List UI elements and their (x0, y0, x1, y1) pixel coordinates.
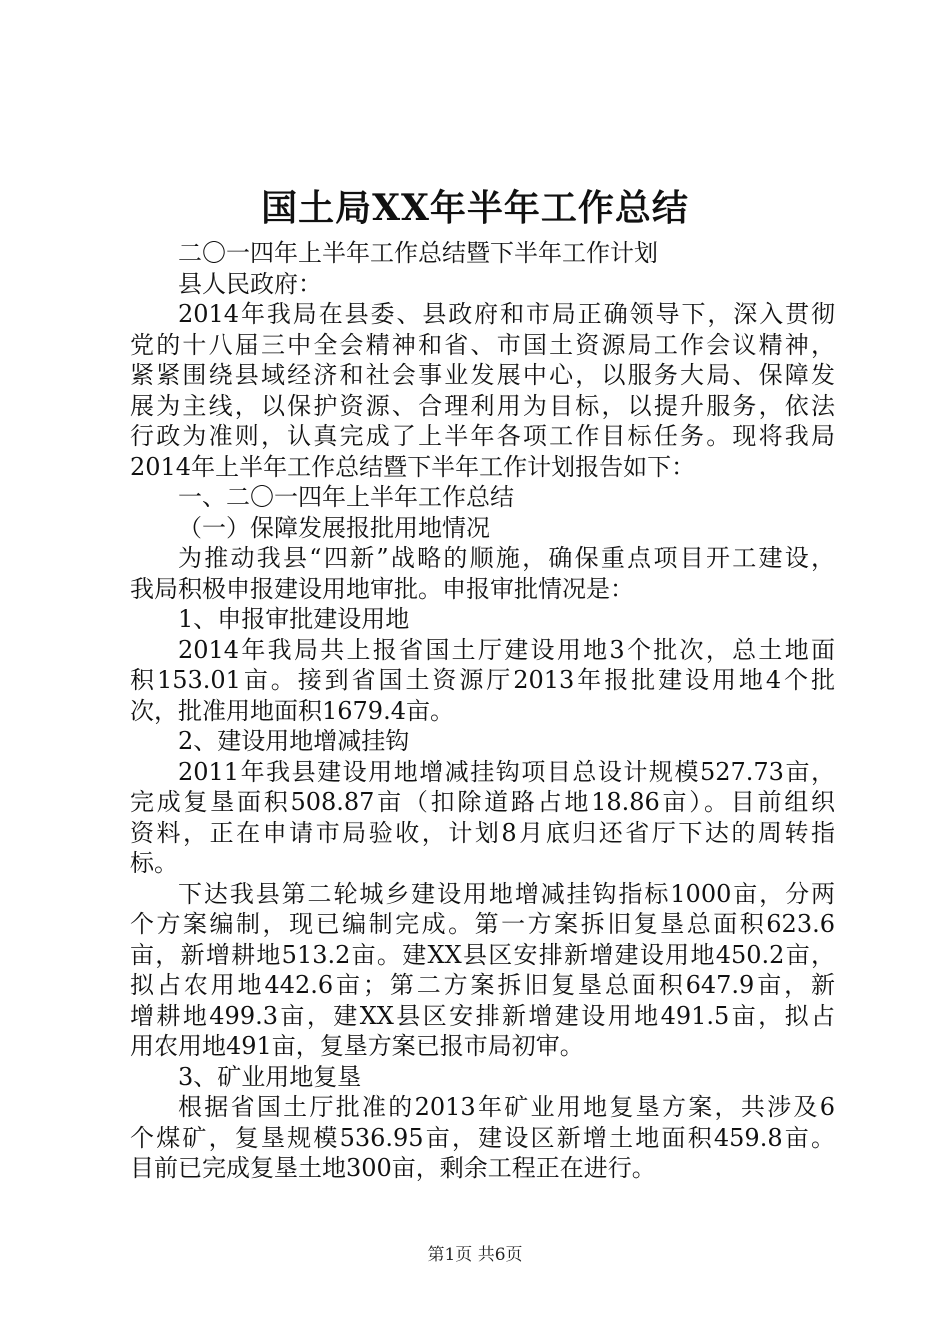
paragraph-line: 目前已完成复垦土地300亩，剩余工程正在进行。 (130, 1154, 656, 1182)
paragraph-line: 紧紧围绕县域经济和社会事业发展中心，以服务大局、保障发 (130, 361, 835, 389)
paragraph-line: 次，批准用地面积1679.4亩。 (130, 696, 454, 725)
paragraph-line: 个煤矿，复垦规模536.95亩，建设区新增土地面积459.8亩。 (130, 1123, 835, 1152)
paragraph-line: 亩，新增耕地513.2亩。建XX县区安排新增建设用地450.2亩， (130, 940, 835, 969)
paragraph-line: 2、建设用地增减挂钩 (178, 727, 410, 755)
paragraph-line: 拟占农用地442.6亩；第二方案拆旧复垦总面积647.9亩，新 (130, 971, 835, 999)
paragraph-line: 我局积极申报建设用地审批。申报审批情况是： (130, 574, 634, 603)
paragraph-line: 增耕地499.3亩，建XX县区安排新增建设用地491.5亩，拟占 (130, 1001, 835, 1030)
paragraph-line: （一）保障发展报批用地情况 (178, 513, 490, 542)
paragraph-line: 1、申报审批建设用地 (178, 605, 410, 633)
paragraph-line: 一、二〇一四年上半年工作总结 (178, 483, 514, 511)
paragraph-line: 根据省国土厅批准的2013年矿业用地复垦方案，共涉及6 (178, 1093, 835, 1121)
paragraph-line: 完成复垦面积508.87亩（扣除道路占地18.86亩）。目前组织 (130, 788, 835, 816)
paragraph-line: 资料，正在申请市局验收，计划8月底归还省厅下达的周转指 (130, 818, 835, 847)
paragraph-line: 2014年我局共上报省国土厅建设用地3个批次，总土地面 (178, 635, 835, 664)
paragraph-line: 二〇一四年上半年工作总结暨下半年工作计划 (178, 239, 658, 267)
page-footer: 第1页 共6页 (427, 1245, 523, 1265)
paragraph-line: 用农用地491亩，复垦方案已报市局初审。 (130, 1032, 584, 1060)
paragraph-line: 个方案编制，现已编制完成。第一方案拆旧复垦总面积623.6 (130, 910, 835, 938)
paragraph-line: 展为主线，以保护资源、合理利用为目标，以提升服务，依法 (130, 391, 835, 420)
paragraph-line: 2014年我局在县委、县政府和市局正确领导下，深入贯彻 (178, 300, 835, 328)
document-title: 国土局XX年半年工作总结 (261, 187, 689, 229)
paragraph-line: 下达我县第二轮城乡建设用地增减挂钩指标1000亩，分两 (178, 879, 835, 908)
paragraph-line: 2014年上半年工作总结暨下半年工作计划报告如下： (130, 452, 696, 481)
paragraph-line: 2011年我县建设用地增减挂钩项目总设计规模527.73亩， (178, 757, 835, 786)
paragraph-line: 县人民政府： (178, 269, 322, 298)
document-body (130, 238, 835, 1184)
paragraph-line: 行政为准则，认真完成了上半年各项工作目标任务。现将我局 (130, 422, 835, 450)
paragraph-line: 党的十八届三中全会精神和省、市国土资源局工作会议精神， (130, 330, 835, 359)
paragraph-line: 为推动我县“四新”战略的顺施，确保重点项目开工建设， (178, 544, 835, 572)
paragraph-line: 积153.01亩。接到省国土资源厅2013年报批建设用地4个批 (130, 666, 835, 694)
paragraph-line: 标。 (130, 849, 178, 877)
paragraph-line: 3、矿业用地复垦 (178, 1062, 362, 1091)
